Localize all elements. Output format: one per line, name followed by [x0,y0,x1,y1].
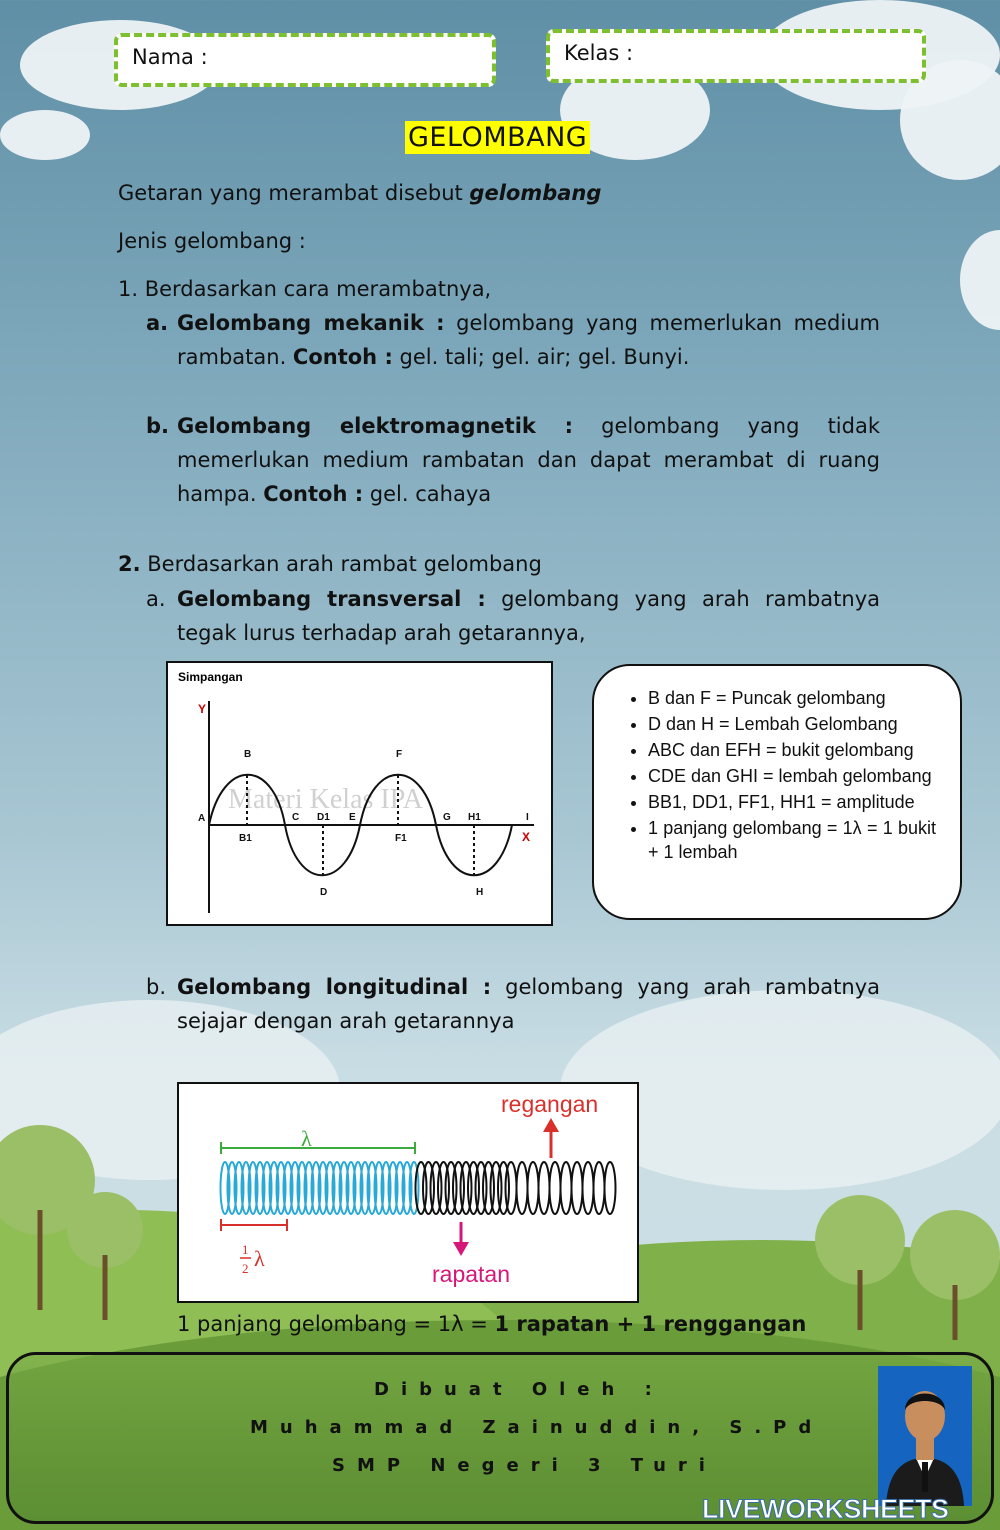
point-f1: F1 [395,833,407,844]
transverse-wave-svg [168,663,551,924]
lambda-label: λ [301,1126,312,1151]
legend-item: • CDE dan GHI = lembah gelombang [648,764,936,788]
page-title: GELOMBANG [405,121,590,154]
svg-text:2: 2 [242,1261,249,1276]
cloud [960,230,1000,330]
intro-term: gelombang [469,181,602,205]
section2-a-marker: a. [146,587,166,611]
longitudinal-wave-svg [179,1084,637,1301]
compress-label: rapatan [432,1261,511,1287]
x-axis-letter: X [522,830,531,844]
school-name: SMP Negeri 3 Turi [332,1455,717,1476]
spring-coil [550,1162,561,1214]
point-d1: D1 [317,812,330,823]
spring-coil [572,1162,583,1214]
watermark: Materi Kelas IPA [228,784,423,815]
spring-coil [506,1162,517,1214]
point-d: D [320,887,328,898]
spring-coil [583,1162,594,1214]
legend-item: • B dan F = Puncak gelombang [648,686,936,710]
types-heading: Jenis gelombang : [118,229,306,253]
point-b: B [244,749,252,760]
section2-heading: 2. Berdasarkan arah rambat gelombang [118,552,542,576]
section1-heading: 1. Berdasarkan cara merambatnya, [118,277,492,301]
portrait-figure [878,1366,972,1506]
stretch-arrowhead [543,1118,559,1132]
section1-b-marker: b. [146,414,170,438]
legend-box [592,664,962,920]
point-h: H [476,887,484,898]
point-b1: B1 [239,833,252,844]
point-f: F [396,749,403,760]
point-c: C [292,812,300,823]
author-name: Muhammad Zainuddin, S.Pd [250,1417,824,1438]
intro-text: Getaran yang merambat disebut gelombang [118,181,602,205]
section2-b-marker: b. [146,975,167,999]
name-label: Nama : [132,45,208,69]
longitudinal-wave-diagram [177,1082,639,1303]
y-axis-letter: Y [198,702,207,716]
point-h1: H1 [468,812,481,823]
point-a: A [198,813,206,824]
legend-item: • BB1, DD1, FF1, HH1 = amplitude [648,790,936,814]
svg-text:1: 1 [242,1242,249,1257]
liveworksheets-logo: LIVEWORKSHEETS [702,1494,949,1524]
point-e: E [349,812,356,823]
section1-b-text: Gelombang elektromagnetik : gelombang yang tidak memerlukan medium rambatan dan dapat merambat di ruang hampa. Contoh : gel. cahaya [177,414,880,506]
section2-b-text: Gelombang longitudinal : gelombang yang arah rambatnya sejajar dengan arah getarannya [177,975,881,1033]
spring-coil [561,1162,572,1214]
legend-item: • 1 panjang gelombang = 1λ = 1 bukit + 1 lembah [648,816,936,864]
compress-arrowhead [453,1242,469,1256]
spring-coil [517,1162,528,1214]
name-field[interactable] [114,33,496,87]
spring-coil [539,1162,550,1214]
spring-coil [528,1162,539,1214]
half-lambda-label [240,1242,265,1276]
svg-text:λ: λ [254,1246,265,1271]
y-axis-title: Simpangan [178,670,243,684]
class-field[interactable] [546,29,926,83]
cloud [0,110,90,160]
transverse-wave-diagram [166,661,553,926]
section1-a-marker: a. [146,311,169,335]
point-g: G [443,812,451,823]
legend-item: • ABC dan EFH = bukit gelombang [648,738,936,762]
legend-item: • D dan H = Lembah Gelombang [648,712,936,736]
wavelength-note: 1 panjang gelombang = 1λ = 1 rapatan + 1 renggangan [177,1312,807,1336]
section2-a-text: Gelombang transversal : gelombang yang arah rambatnya tegak lurus terhadap arah getarannya, [177,587,880,645]
made-by-label: Dibuat Oleh : [374,1379,664,1400]
spring-coil [605,1162,616,1214]
spring-coil [594,1162,605,1214]
author-photo [878,1366,972,1506]
section1-a-text: Gelombang mekanik : gelombang yang memerlukan medium rambatan. Contoh : gel. tali; gel. air; gel. Bunyi. [177,311,880,369]
point-i: I [526,812,529,823]
spring-coils [221,1162,616,1214]
class-label: Kelas : [564,41,634,65]
stretch-label: regangan [501,1091,599,1117]
